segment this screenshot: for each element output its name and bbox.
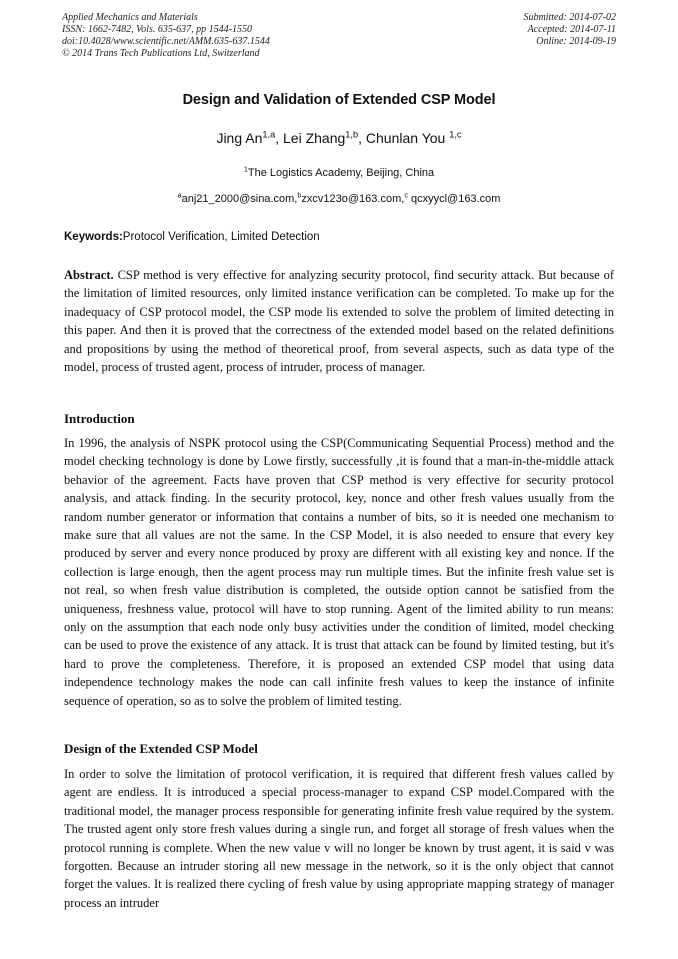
abstract-label: Abstract.: [64, 268, 114, 282]
author-affiliation-mark: 1,a: [262, 129, 276, 140]
author-name: Chunlan You: [365, 130, 446, 146]
keywords-label: Keywords:: [64, 231, 123, 243]
keywords: [64, 231, 616, 243]
keywords-text: Protocol Verification, Limited Detection: [122, 231, 320, 243]
journal-header-left: [62, 12, 270, 60]
accepted-date: Accepted: 2014-07-11: [527, 24, 616, 35]
journal-copyright: © 2014 Trans Tech Publications Ltd, Switzerland: [62, 48, 260, 59]
section-heading-introduction: Introduction: [64, 411, 135, 426]
author-name: Jing An: [216, 130, 263, 146]
email-mark: c: [404, 190, 408, 200]
affiliation-text: The Logistics Academy, Beijing, China: [247, 167, 435, 179]
email-list: [0, 190, 678, 205]
online-date: Online: 2014-09-19: [536, 36, 616, 47]
email-address: qcxyycl@163.com: [411, 193, 501, 205]
email-mark: b: [297, 190, 302, 200]
email-address: zxcv123o@163.com,: [301, 193, 405, 205]
paper-title: Design and Validation of Extended CSP Model: [182, 92, 496, 108]
section-heading-design: Design of the Extended CSP Model: [64, 741, 258, 756]
author-name: Lei Zhang: [283, 130, 346, 146]
paragraph: In order to solve the limitation of protocol verification, it is required that different fresh values called by agent are endless. It is introduced a special process-manager to expand CSP model.Compared with the traditional model, the manager process responsible for generating infinite fresh value required by the system. The trusted agent only store fresh values during a single run, and forget all storage of fresh values when the protocol running is complete. When the new value v will no longer be known by trust agent, it is said v was forgotten. Because an intruder storing all new message in the network, so it is the only object that cannot forget the values. It is realized there cycling of fresh value by using appropriate mapping strategy of manager process an intruder: [64, 767, 614, 910]
journal-name: Applied Mechanics and Materials: [62, 12, 198, 23]
author-list: Jing An$^{1,a}$, Lei Zhang$^{1,b}$, Chunlan You $^{1,c}$: [216, 129, 462, 146]
section-body-design: [64, 765, 614, 912]
email-mark: a: [177, 190, 182, 200]
section-body-introduction: [64, 434, 614, 710]
affiliation-mark: 1: [243, 164, 248, 174]
journal-header-right: [524, 12, 617, 48]
journal-doi: doi:10.4028/www.scientific.net/AMM.635-637.1544: [62, 36, 270, 47]
journal-issn: ISSN: 1662-7482, Vols. 635-637, pp 1544-1550: [62, 24, 252, 35]
abstract-text: CSP method is very effective for analyzing security protocol, find security attack. But because of the limitation of limited resources, only limited instance verification can be completed. To make up for the inadequacy of CSP protocol model, the CSP mode lis extended to solve the problem of limited detecting in this paper. And then it is proved that the correctness of the extended model based on the related definitions and propositions by using the method of theoretical proof, from several aspects, such as data type of the model, process of trusted agent, process of intruder, process of manager.: [64, 268, 614, 375]
paragraph: In 1996, the analysis of NSPK protocol using the CSP(Communicating Sequential Process) method and the model checking technology is done by Lowe firstly, successfully ,it is found that a man-in-the-middle attack behavior of the agreement. Facts have proven that CSP method is very effective for security protocol analysis, and attack finding. In the security protocol, key, nonce and other fresh values usually from the random number generator or information that contains a number of bits, so it is needed one mechanism to make sure that all values are not the same. In the CSP Model, it is also needed to ensure that every key produced by server and every nonce produced by proxy are different with all existing key and nonce. If the collection is large enough, then the agent process may run multiple times. But the infinite fresh value set is not real, so when fresh value distribution is completed, the outside option cannot be satisfied from the uniqueness, freshness value, protocol will have to stop running. Agent of the limited ability to run means: only on the assumption that each node only busy activities under the condition of limited, model checking can be used to prove the existence of any attack. It is trust that attack can be found by limited testing, but it's hard to prove the completeness. Therefore, it is proposed an extended CSP model that using data independence technology makes the node can call infinite fresh values to keep the instance of infinite sequence of operation, so as to solve the problem of limited testing.: [64, 436, 614, 708]
abstract: [64, 266, 614, 376]
author-affiliation-mark: 1,b: [345, 129, 359, 140]
author-affiliation-mark: 1,c: [449, 129, 462, 140]
email-address: anj21_2000@sina.com,: [181, 193, 298, 205]
submitted-date: Submitted: 2014-07-02: [523, 12, 616, 23]
affiliation: [0, 164, 678, 179]
